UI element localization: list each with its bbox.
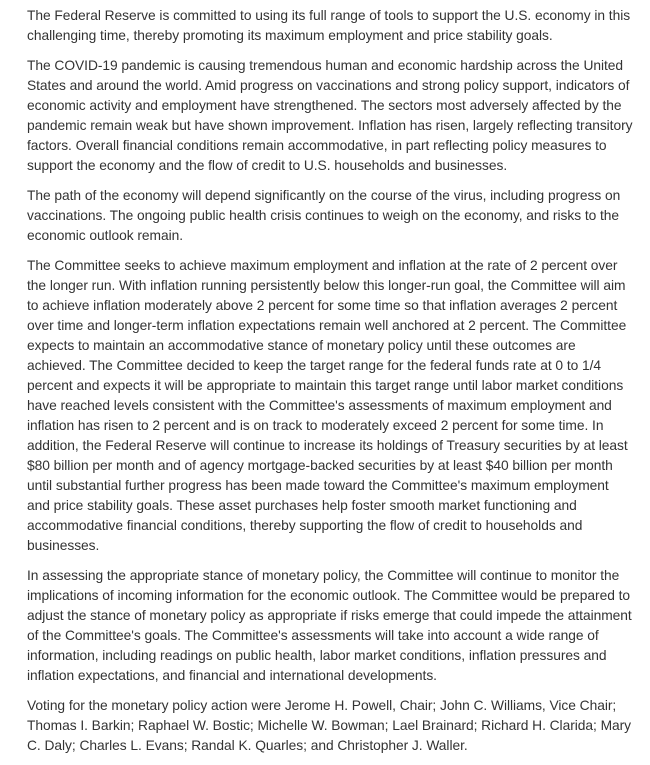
paragraph-assessment: In assessing the appropriate stance of monetary policy, the Committee will continue to monitor the implications of incoming information for the economic outlook. The Committee would be prepared to adjust the stance of monetary policy as appropriate if risks emerge that could impede the attainment of the Committee's goals. The Committee's assessments will take into account a wide range of information, including readings on public health, labor market conditions, inflation pressures and inflation expectations, and financial and international developments. [27,568,632,683]
paragraph-outlook: The path of the economy will depend significantly on the course of the virus, including progress on vaccinations. The ongoing public health crisis continues to weigh on the economy, and risks to the economic outlook remain. [27,188,621,243]
paragraph-commitment: The Federal Reserve is committed to using its full range of tools to support the U.S. economy in this challenging time, thereby promoting its maximum employment and price stability goals. [27,8,631,43]
paragraph-voting: Voting for the monetary policy action were Jerome H. Powell, Chair; John C. Williams, Vice Chair; Thomas I. Barkin; Raphael W. Bostic; Michelle W. Bowman; Lael Brainard; Richard H. Clarida; Mary C. Daly; Charles L. Evans; Randal K. Quarles; and Christopher J. Waller. [27,698,632,753]
paragraph-policy-decision: The Committee seeks to achieve maximum employment and inflation at the rate of 2 percent over the longer run. With inflation running persistently below this longer-run goal, the Committee will aim to achieve inflation moderately above 2 percent for some time so that inflation averages 2 percent over time and longer-term inflation expectations remain well anchored at 2 percent. The Committee expects to maintain an accommodative stance of monetary policy until these outcomes are achieved. The Committee decided to keep the target range for the federal funds rate at 0 to 1/4 percent and expects it will be appropriate to maintain this target range until labor market conditions have reached levels consistent with the Committee's assessments of maximum employment and inflation has risen to 2 percent and is on track to moderately exceed 2 percent for some time. In addition, the Federal Reserve will continue to increase its holdings of Treasury securities by at least $80 billion per month and of agency mortgage-backed securities by at least $40 billion per month until substantial further progress has been made toward the Committee's maximum employment and price stability goals. These asset purchases help foster smooth market functioning and accommodative financial conditions, thereby supporting the flow of credit to households and businesses. [27,258,628,553]
paragraph-pandemic: The COVID-19 pandemic is causing tremendous human and economic hardship across the United States and around the world. Amid progress on vaccinations and strong policy support, indicators of economic activity and employment have strengthened. The sectors most adversely affected by the pandemic remain weak but have shown improvement. Inflation has risen, largely reflecting transitory factors. Overall financial conditions remain accommodative, in part reflecting policy measures to support the economy and the flow of credit to U.S. households and businesses. [27,58,633,173]
